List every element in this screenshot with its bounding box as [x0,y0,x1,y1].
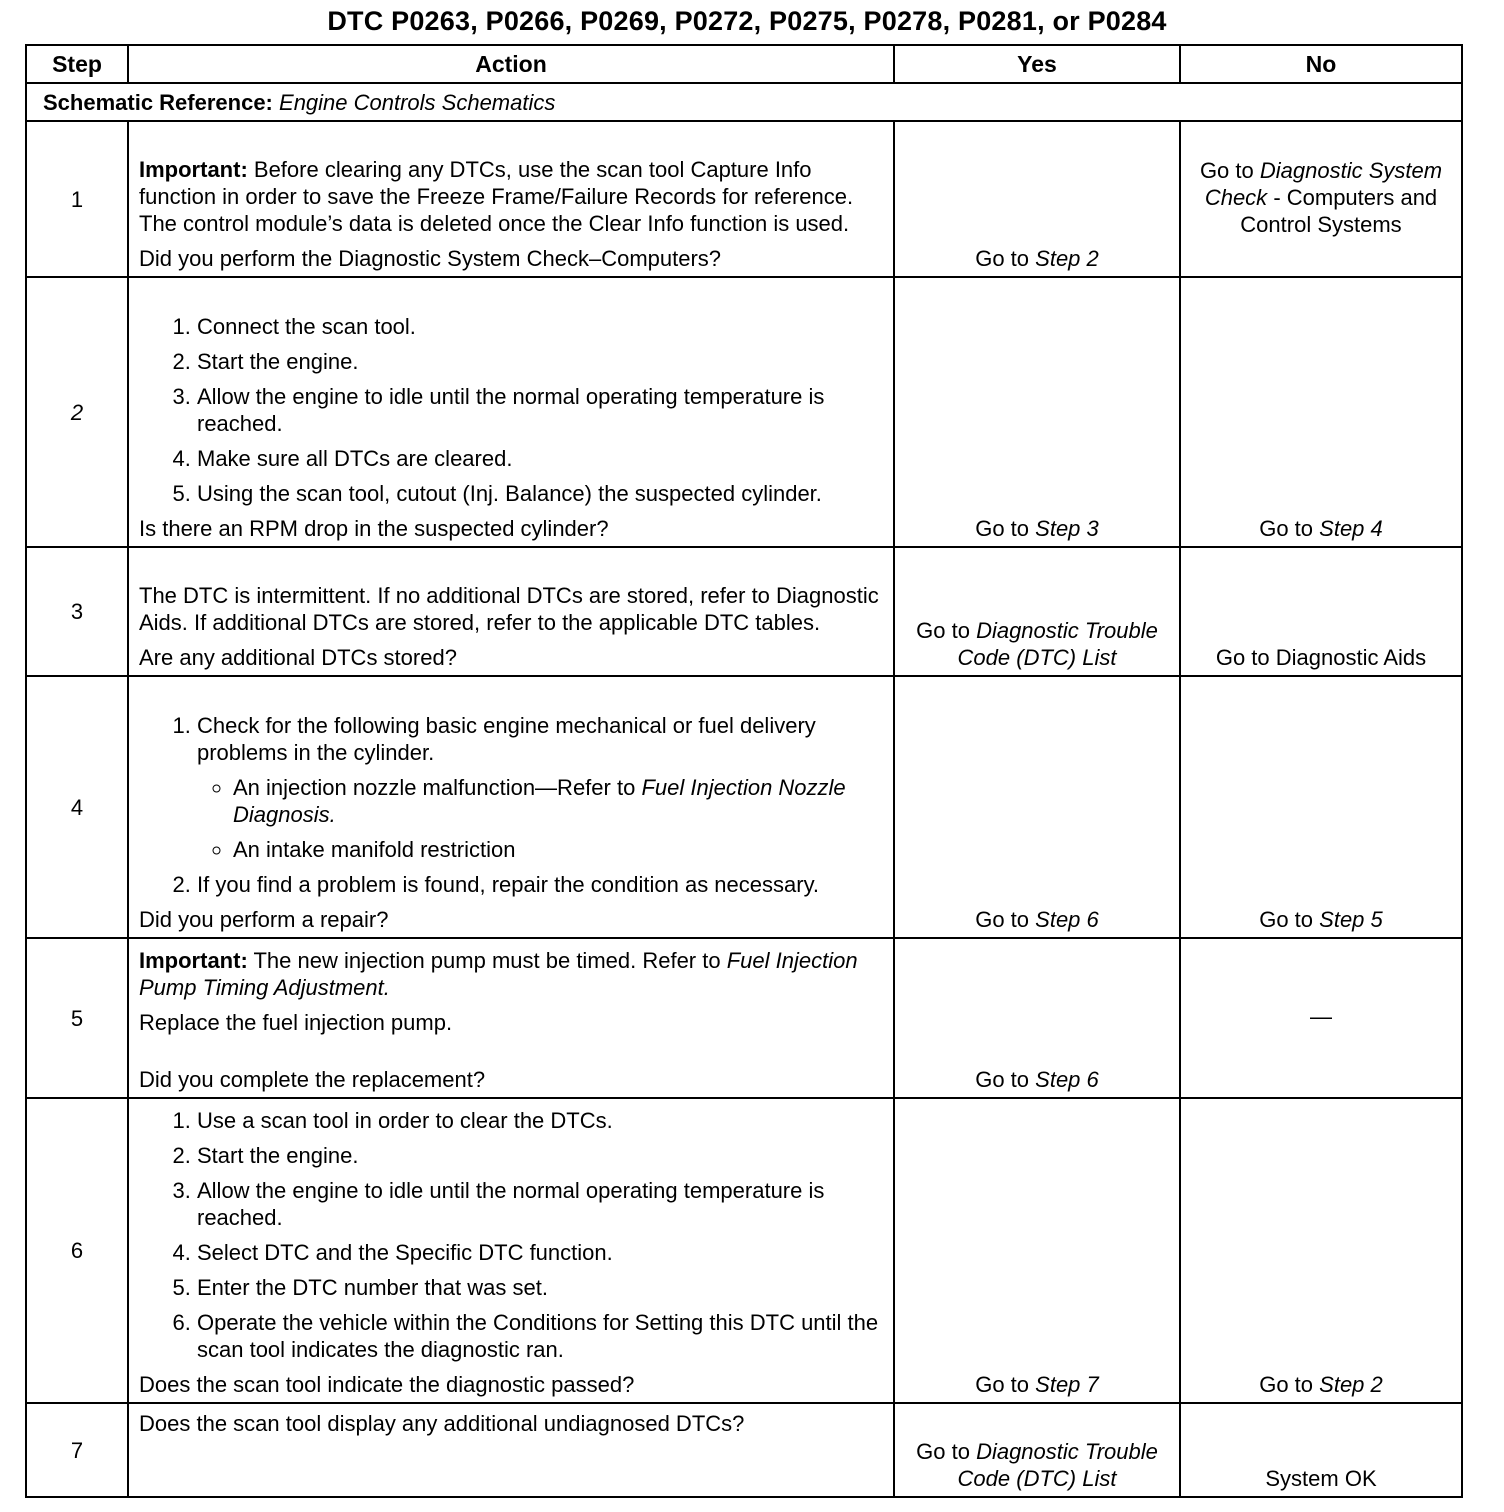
bullet-item: ◦ An intake manifold restriction [233,836,883,863]
list-item: 3. Allow the engine to idle until the normal operating temperature is reached. [197,383,883,437]
action-cell [128,938,894,1098]
step-number: 7 [26,1403,128,1497]
list-item: 2. If you find a problem is found, repair the condition as necessary. [197,871,883,898]
table-row [26,547,1462,676]
list-item: 2. Start the engine. [197,1142,883,1169]
question: Does the scan tool indicate the diagnostic passed? [139,1372,635,1397]
instruction-list [139,313,883,507]
yes-cell[interactable]: Go to Diagnostic Trouble Code (DTC) List [894,1403,1180,1497]
list-item: 1. Use a scan tool in order to clear the DTCs. [197,1107,883,1134]
action-cell [128,1403,894,1497]
diagnostic-table [25,44,1463,1498]
list-item: 4. Select DTC and the Specific DTC function. [197,1239,883,1266]
schematic-link[interactable]: Engine Controls Schematics [279,89,556,115]
no-cell[interactable]: Go to Step 5 [1180,676,1462,938]
action-cell [128,277,894,547]
step-number: 4 [26,676,128,938]
no-cell[interactable]: Go to Step 4 [1180,277,1462,547]
step-number: 2 [26,277,128,547]
schematic-reference [26,83,1462,121]
question: Did you complete the replacement? [139,1067,486,1092]
list-item: 1. Check for the following basic engine mechanical or fuel delivery problems in the cylinder. ◦ An injection nozzle malfunction—Refer to Fuel Injection Nozzle Diagnosis. ◦ An intake manifold restriction [197,712,883,863]
list-item: 2. Start the engine. [197,348,883,375]
table-row [26,676,1462,938]
header-step: Step [26,45,128,83]
list-item: 3. Allow the engine to idle until the normal operating temperature is reached. [197,1177,883,1231]
no-cell[interactable]: Go to Step 2 [1180,1098,1462,1403]
list-item: 4. Make sure all DTCs are cleared. [197,445,883,472]
list-item: 5. Using the scan tool, cutout (Inj. Balance) the suspected cylinder. [197,480,883,507]
action-cell [128,121,894,277]
question: Are any additional DTCs stored? [139,645,457,670]
yes-cell[interactable]: Go to Step 2 [894,121,1180,277]
no-cell: — [1180,938,1462,1098]
bullet-item: ◦ An injection nozzle malfunction—Refer to Fuel Injection Nozzle Diagnosis. [233,774,883,828]
no-cell: System OK [1180,1403,1462,1497]
action-text: Replace the fuel injection pump. [139,1010,453,1035]
instruction-list [139,1107,883,1363]
action-cell [128,547,894,676]
list-item: 6. Operate the vehicle within the Conditions for Setting this DTC until the scan tool indicates the diagnostic ran. [197,1309,883,1363]
schematic-row [26,83,1462,121]
header-action: Action [128,45,894,83]
header-no: No [1180,45,1462,83]
step-number: 1 [26,121,128,277]
yes-cell[interactable]: Go to Step 3 [894,277,1180,547]
action-cell [128,676,894,938]
table-row [26,1098,1462,1403]
yes-cell[interactable]: Go to Step 7 [894,1098,1180,1403]
question: Did you perform the Diagnostic System Check–Computers? [139,246,722,271]
list-item: 5. Enter the DTC number that was set. [197,1274,883,1301]
no-cell[interactable]: Go to Diagnostic Aids [1180,547,1462,676]
header-row [26,45,1462,83]
step-number: 3 [26,547,128,676]
table-row [26,121,1462,277]
pump-timing-link[interactable]: Fuel Injection Pump Timing Adjustment. [139,948,858,1000]
table-row [26,1403,1462,1497]
table-row [26,938,1462,1098]
instruction-list [139,712,883,898]
yes-cell[interactable]: Go to Diagnostic Trouble Code (DTC) List [894,547,1180,676]
action-cell [128,1098,894,1403]
question: Is there an RPM drop in the suspected cylinder? [139,516,609,541]
question: Does the scan tool display any additional undiagnosed DTCs? [139,1411,745,1436]
step-number: 6 [26,1098,128,1403]
fuel-injection-nozzle-link[interactable]: Fuel Injection Nozzle Diagnosis. [233,775,846,827]
page-title: DTC P0263, P0266, P0269, P0272, P0275, P0278, P0281, or P0284 [327,6,1167,36]
schematic-label: Schematic Reference: [43,89,273,115]
no-cell[interactable]: Go to Diagnostic System Check - Computers and Control Systems [1180,121,1462,277]
step-number: 5 [26,938,128,1098]
header-yes: Yes [894,45,1180,83]
yes-cell[interactable]: Go to Step 6 [894,938,1180,1098]
question: Did you perform a repair? [139,907,389,932]
important-note: Important: Before clearing any DTCs, use the scan tool Capture Info function in order to save the Freeze Frame/Failure Records for reference. The control module’s data is deleted once the Clear Info function is used. [139,157,854,236]
important-note: Important: The new injection pump must be timed. Refer to Fuel Injection Pump Timing Adjustment. [139,948,858,1000]
yes-cell[interactable]: Go to Step 6 [894,676,1180,938]
action-text: The DTC is intermittent. If no additional DTCs are stored, refer to Diagnostic Aids. If additional DTCs are stored, refer to the applicable DTC tables. [139,583,879,635]
table-row [26,277,1462,547]
bullet-list [197,774,883,863]
list-item: 1. Connect the scan tool. [197,313,883,340]
